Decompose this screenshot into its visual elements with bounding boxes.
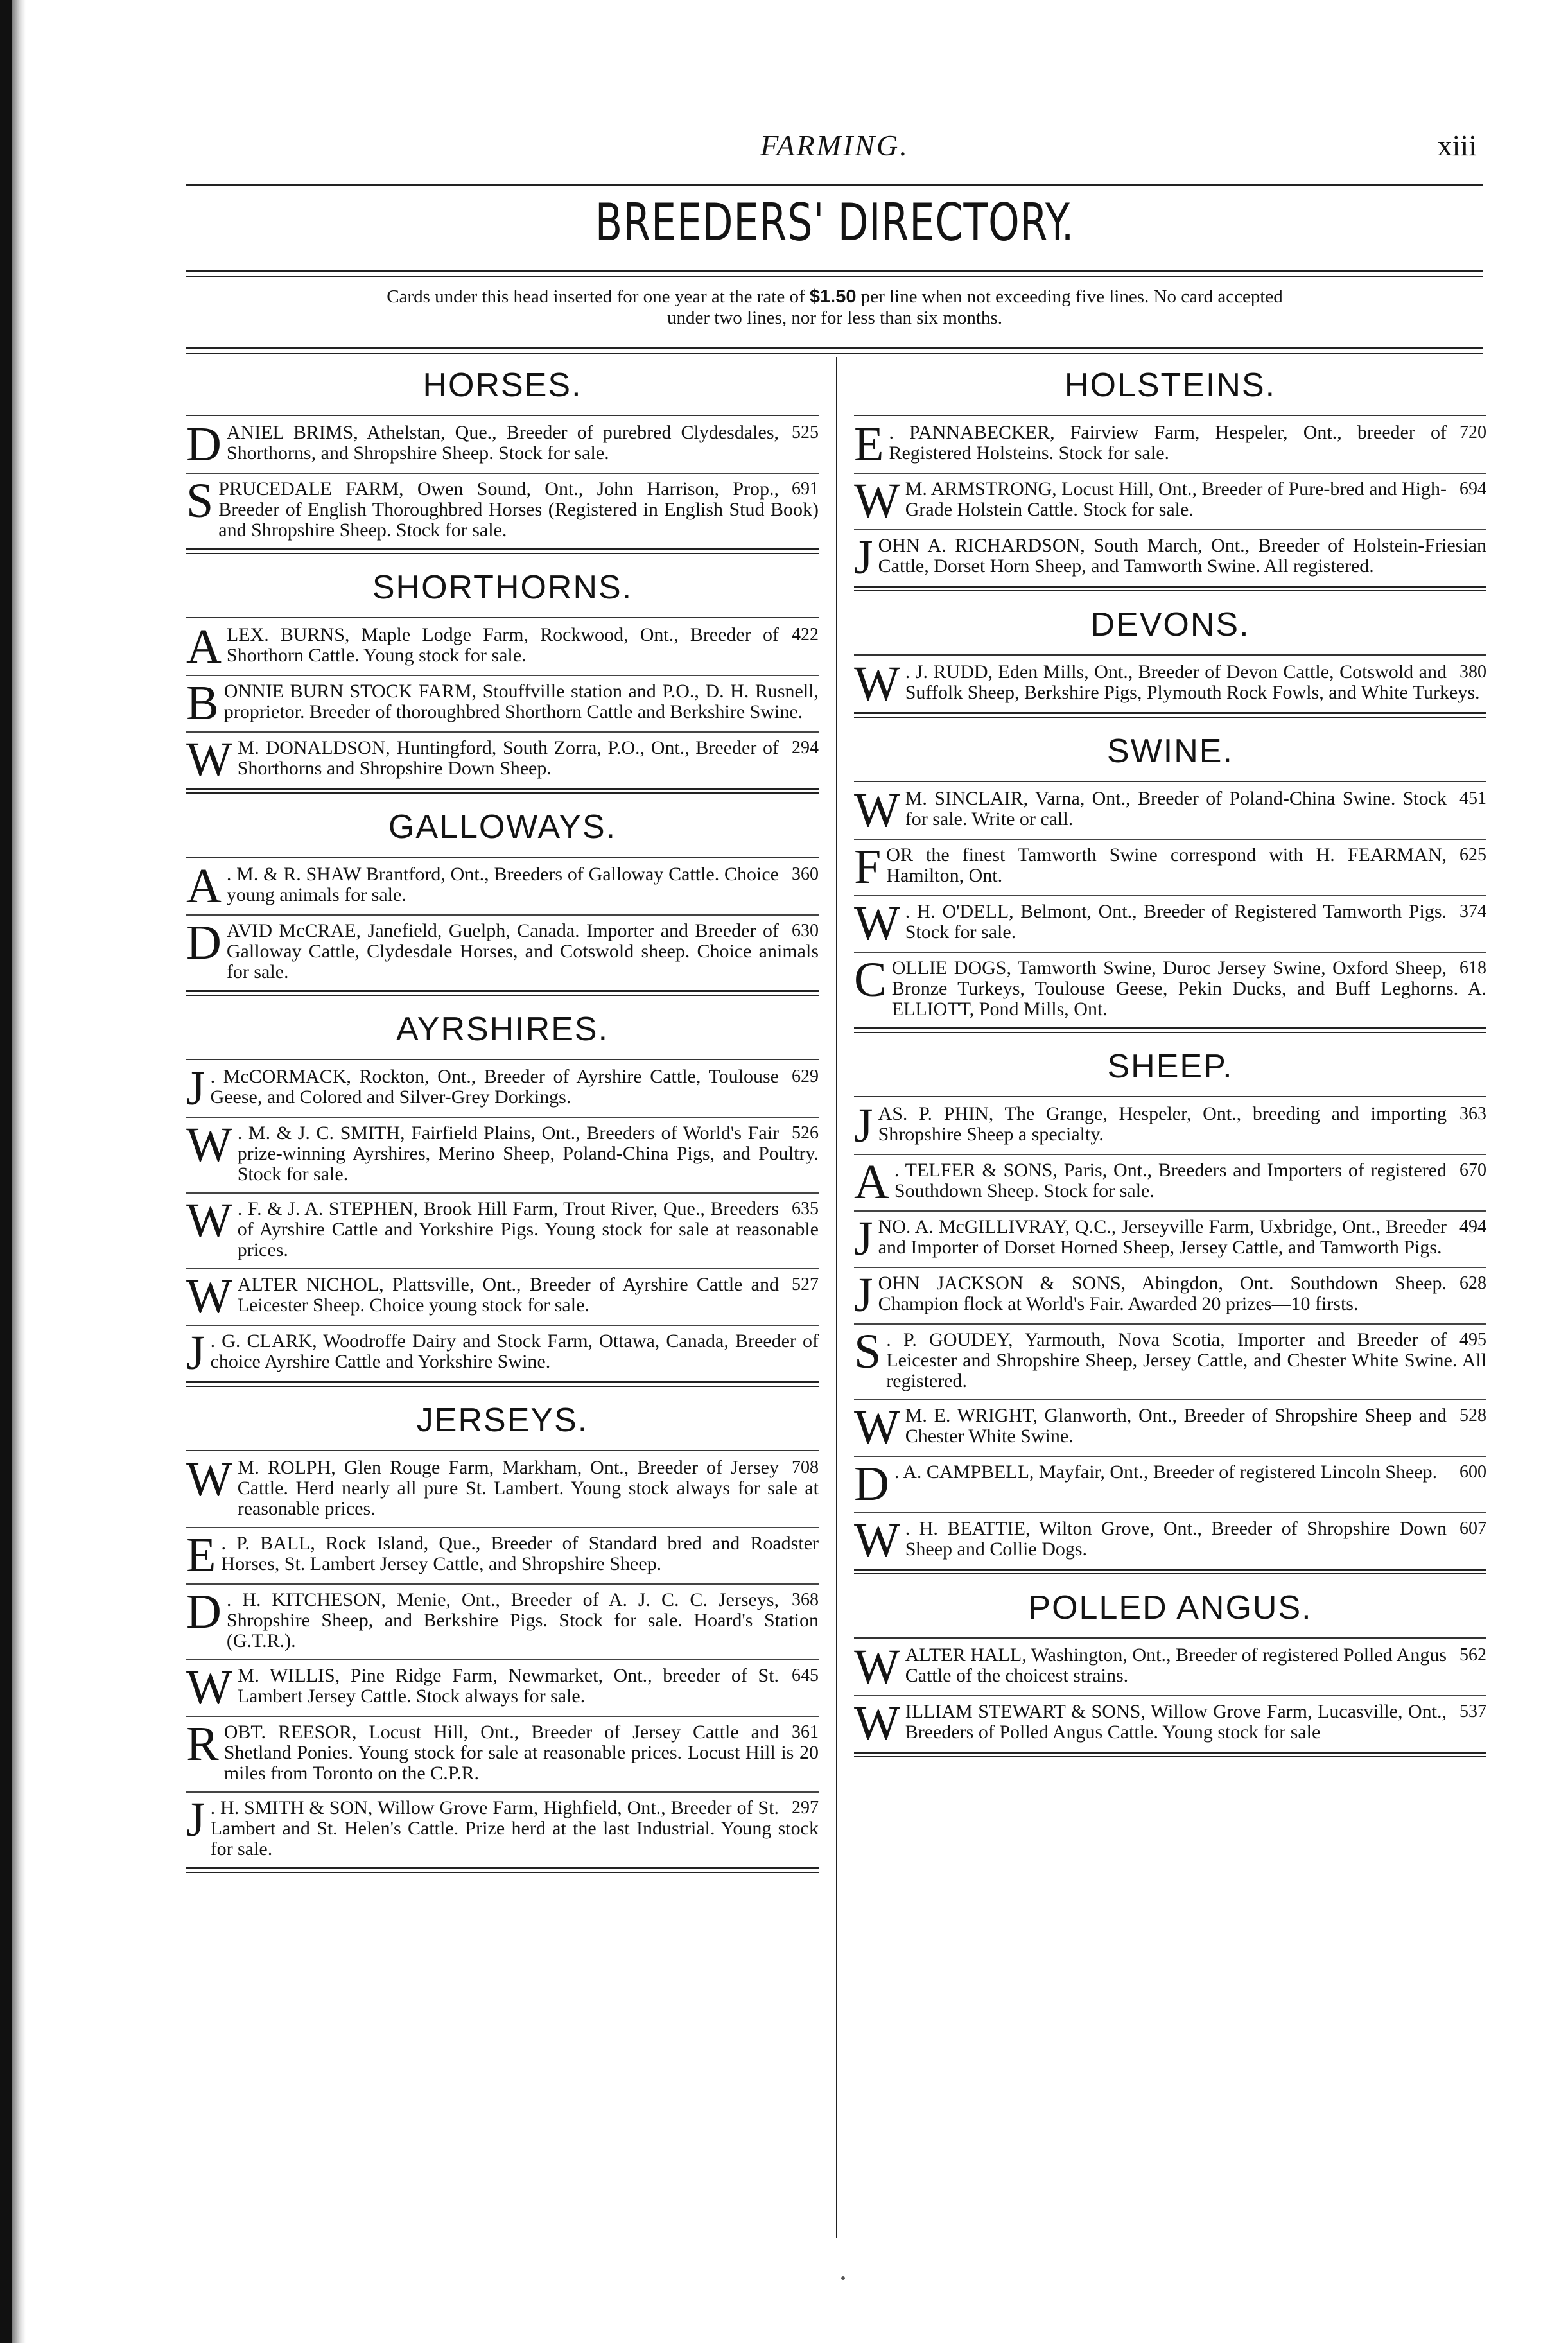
entry-number: 600 xyxy=(1459,1462,1486,1482)
section-rule xyxy=(186,415,819,416)
drop-cap: W xyxy=(854,783,900,837)
left-column xyxy=(186,357,819,1878)
drop-cap: R xyxy=(186,1717,219,1771)
section-title: DEVONS. xyxy=(1090,606,1250,643)
section-end-rule xyxy=(854,1752,1486,1757)
entry-number: 380 xyxy=(1459,662,1486,682)
drop-cap: W xyxy=(854,1696,900,1750)
directory-entry xyxy=(186,620,819,674)
drop-cap: W xyxy=(854,1513,900,1567)
entry-text: PRUCEDALE FARM, Owen Sound, Ont., John Harrison, Prop., Breeder of English Thoroughbred Horses (Registered in English Stud Book) and Shropshire Sheep. Stock for sale. xyxy=(218,478,819,541)
entry-rule xyxy=(854,1512,1486,1513)
directory-entry xyxy=(186,1269,819,1323)
section-galloways xyxy=(186,799,819,996)
drop-cap: W xyxy=(854,474,900,528)
section-jerseys xyxy=(186,1392,819,1873)
drop-cap: J xyxy=(854,1212,873,1266)
drop-cap: W xyxy=(186,1194,232,1248)
entry-text: . PANNABECKER, Fairview Farm, Hespeler, Ont., breeder of Registered Holsteins. Stock for sale. xyxy=(889,422,1447,464)
entry-number: 635 xyxy=(792,1199,819,1219)
drop-cap: W xyxy=(854,1400,900,1454)
entry-rule xyxy=(186,1325,819,1326)
entry-text: LEX. BURNS, Maple Lodge Farm, Rockwood, Ont., Breeder of Shorthorn Cattle. Young stock for sale. xyxy=(226,624,779,666)
entry-text: ANIEL BRIMS, Athelstan, Que., Breeder of purebred Clydesdales, Shorthorns, and Shropshire Sheep. Stock for sale. xyxy=(226,422,779,464)
section-devons xyxy=(854,597,1486,718)
entry-text: . H. KITCHESON, Menie, Ont., Breeder of A. J. C. C. Jerseys, Shropshire Sheep, and Berkshire Pigs. Stock for sale. Hoard's Station (G.T.R.). xyxy=(226,1589,819,1651)
column-divider xyxy=(836,357,837,2238)
section-title: SWINE. xyxy=(1107,733,1233,770)
entry-number: 630 xyxy=(792,921,819,941)
drop-cap: W xyxy=(854,1640,900,1694)
section-title: POLLED ANGUS. xyxy=(1028,1589,1312,1626)
entry-text: OHN JACKSON & SONS, Abingdon, Ont. Southdown Sheep. Champion flock at World's Fair. Awarded 20 prizes—10 firsts. xyxy=(878,1273,1447,1314)
rate-notice-text-a: Cards under this head inserted for one year at the rate of xyxy=(387,286,805,307)
directory-entry xyxy=(854,840,1486,894)
running-head-title: FARMING. xyxy=(760,129,909,162)
entry-text: . H. SMITH & SON, Willow Grove Farm, Highfield, Ont., Breeder of St. Lambert and St. Helen's Cattle. Prize herd at the last Industrial. Young stock for sale. xyxy=(210,1797,819,1860)
entry-number: 297 xyxy=(792,1798,819,1818)
entry-rule xyxy=(854,1456,1486,1457)
directory-entry xyxy=(854,657,1486,711)
entry-text: . TELFER & SONS, Paris, Ont., Breeders and Importers of registered Southdown Sheep. Stock for sale. xyxy=(894,1160,1447,1201)
drop-cap: J xyxy=(186,1061,205,1115)
entry-number: 422 xyxy=(792,625,819,645)
entry-rule xyxy=(854,839,1486,840)
directory-entry xyxy=(186,733,819,787)
section-title: SHEEP. xyxy=(1107,1048,1233,1085)
section-horses xyxy=(186,357,819,554)
directory-entry xyxy=(186,916,819,984)
section-title: JERSEYS. xyxy=(416,1402,589,1439)
entry-text: OBT. REESOR, Locust Hill, Ont., Breeder of Jersey Cattle and Shetland Ponies. Young stock for sale at reasonable prices. Locust Hill is 20 miles from Toronto on the C.P.R. xyxy=(223,1721,819,1784)
entry-text: . M. & R. SHAW Brantford, Ont., Breeders of Galloway Cattle. Choice young animals for sale. xyxy=(226,864,779,905)
section-end-rule xyxy=(186,1867,819,1873)
directory-entry xyxy=(186,1660,819,1714)
drop-cap: D xyxy=(186,1585,222,1639)
directory-entry xyxy=(186,1326,819,1380)
directory-entry xyxy=(854,1099,1486,1153)
entry-rule xyxy=(854,1210,1486,1212)
rate-notice-line-2: under two lines, nor for less than six months. xyxy=(667,308,1002,328)
section-end-rule xyxy=(186,990,819,996)
entry-rule xyxy=(854,1323,1486,1325)
drop-cap: F xyxy=(854,840,882,894)
entry-number: 363 xyxy=(1459,1104,1486,1124)
entry-text: ONNIE BURN STOCK FARM, Stouffville station and P.O., D. H. Rusnell, proprietor. Breeder of thoroughbred Shorthorn Cattle and Berkshire Swine. xyxy=(223,681,819,722)
drop-cap: J xyxy=(854,1268,873,1322)
section-title: AYRSHIRES. xyxy=(396,1011,609,1048)
section-rule xyxy=(854,415,1486,416)
directory-entry xyxy=(854,783,1486,837)
entry-rule xyxy=(854,1267,1486,1268)
entry-text: . A. CAMPBELL, Mayfair, Ont., Breeder of registered Lincoln Sheep. xyxy=(894,1461,1438,1483)
directory-entry xyxy=(854,1155,1486,1209)
directory-entry xyxy=(854,1640,1486,1694)
entry-rule xyxy=(186,1117,819,1118)
drop-cap: A xyxy=(186,620,222,674)
directory-entry xyxy=(854,1696,1486,1750)
section-rule xyxy=(854,654,1486,656)
section-end-rule xyxy=(854,1027,1486,1033)
section-title: GALLOWAYS. xyxy=(388,808,617,846)
directory-entry xyxy=(854,1268,1486,1322)
section-rule xyxy=(186,617,819,618)
entry-number: 645 xyxy=(792,1666,819,1685)
entry-number: 294 xyxy=(792,738,819,758)
drop-cap: D xyxy=(854,1457,889,1511)
title-rule-lower xyxy=(186,276,1483,277)
entry-text: M. ARMSTRONG, Locust Hill, Ont., Breeder of Pure-bred and High-Grade Holstein Cattle. Stock for sale. xyxy=(905,478,1447,520)
entry-number: 629 xyxy=(792,1067,819,1086)
section-polled-angus xyxy=(854,1580,1486,1757)
entry-number: 360 xyxy=(792,864,819,884)
entry-rule xyxy=(854,1399,1486,1400)
section-end-rule xyxy=(186,788,819,794)
section-holsteins xyxy=(854,357,1486,591)
entry-text: AS. P. PHIN, The Grange, Hespeler, Ont., breeding and importing Shropshire Sheep a specialty. xyxy=(878,1103,1447,1145)
entry-text: OR the finest Tamworth Swine correspond with H. FEARMAN, Hamilton, Ont. xyxy=(886,844,1447,886)
drop-cap: J xyxy=(186,1326,205,1380)
entry-text: M. ROLPH, Glen Rouge Farm, Markham, Ont., Breeder of Jersey Cattle. Herd nearly all pure St. Lambert. Young stock always for sale at reasonable prices. xyxy=(237,1457,819,1519)
entry-text: M. SINCLAIR, Varna, Ont., Breeder of Poland-China Swine. Stock for sale. Write or call. xyxy=(905,788,1447,830)
directory-entry xyxy=(186,1717,819,1785)
entry-rule xyxy=(186,1268,819,1269)
drop-cap: J xyxy=(854,530,873,584)
entry-rule xyxy=(854,1695,1486,1696)
entry-number: 708 xyxy=(792,1458,819,1477)
entry-number: 625 xyxy=(1459,845,1486,865)
drop-cap: D xyxy=(186,916,222,970)
entry-rule xyxy=(854,952,1486,953)
drop-cap: W xyxy=(186,1452,232,1506)
entry-rule xyxy=(186,473,819,474)
directory-entry xyxy=(854,417,1486,471)
entry-rule xyxy=(186,731,819,733)
section-sheep xyxy=(854,1038,1486,1574)
section-rule xyxy=(186,1450,819,1451)
drop-cap: E xyxy=(186,1528,216,1582)
section-swine xyxy=(854,723,1486,1033)
entry-rule xyxy=(186,675,819,676)
entry-rule xyxy=(854,473,1486,474)
entry-text: ALTER HALL, Washington, Ont., Breeder of registered Polled Angus Cattle of the choicest strains. xyxy=(905,1644,1447,1686)
directory-entry xyxy=(186,474,819,542)
entry-text: . G. CLARK, Woodroffe Dairy and Stock Farm, Ottawa, Canada, Breeder of choice Ayrshire Cattle and Yorkshire Swine. xyxy=(210,1330,819,1372)
entry-text: . M. & J. C. SMITH, Fairfield Plains, Ont., Breeders of World's Fair prize-winning Ayrshires, Merino Sheep, Poland-China Pigs, and Poultry. Stock for sale. xyxy=(237,1122,819,1185)
entry-text: ILLIAM STEWART & SONS, Willow Grove Farm, Lucasville, Ont., Breeders of Polled Angus Cattle. Young stock for sale xyxy=(905,1701,1447,1743)
drop-cap: W xyxy=(186,1118,232,1172)
section-title: HOLSTEINS. xyxy=(1064,367,1276,404)
directory-entry xyxy=(854,1513,1486,1567)
entry-number: 361 xyxy=(792,1722,819,1742)
directory-entry xyxy=(854,530,1486,584)
directory-entry xyxy=(186,417,819,471)
entry-rule xyxy=(186,914,819,916)
drop-cap: D xyxy=(186,417,222,471)
section-rule xyxy=(854,1096,1486,1097)
entry-text: OLLIE DOGS, Tamworth Swine, Duroc Jersey Swine, Oxford Sheep, Bronze Turkeys, Toulouse Geese, Pekin Ducks, and Buff Leghorns. A. ELLIOTT, Pond Mills, Ont. xyxy=(891,957,1486,1020)
entry-number: 374 xyxy=(1459,901,1486,921)
entry-text: OHN A. RICHARDSON, South March, Ont., Breeder of Holstein-Friesian Cattle, Dorset Horn Sheep, and Tamworth Swine. All registered. xyxy=(878,535,1486,577)
drop-cap: W xyxy=(186,1660,232,1714)
entry-number: 720 xyxy=(1459,422,1486,442)
directory-entry xyxy=(186,1194,819,1262)
drop-cap: W xyxy=(854,657,900,711)
drop-cap: E xyxy=(854,417,884,471)
directory-entry xyxy=(854,1325,1486,1393)
section-rule xyxy=(854,781,1486,782)
drop-cap: C xyxy=(854,953,887,1007)
entry-text: . F. & J. A. STEPHEN, Brook Hill Farm, Trout River, Que., Breeders of Ayrshire Cattle and Yorkshire Pigs. Young stock for sale at reasonable prices. xyxy=(237,1198,819,1260)
directory-entry xyxy=(186,1528,819,1582)
drop-cap: J xyxy=(854,1099,873,1153)
entry-rule xyxy=(186,1791,819,1793)
section-shorthorns xyxy=(186,559,819,794)
rate-notice xyxy=(186,286,1483,329)
entry-number: 528 xyxy=(1459,1406,1486,1425)
drop-cap: S xyxy=(854,1325,882,1379)
entry-rule xyxy=(186,1527,819,1528)
section-end-rule xyxy=(854,712,1486,718)
entry-number: 562 xyxy=(1459,1645,1486,1665)
directory-entry xyxy=(186,676,819,730)
section-rule xyxy=(186,1059,819,1060)
directory-entry xyxy=(186,1585,819,1653)
section-end-rule xyxy=(854,586,1486,591)
drop-cap: W xyxy=(854,896,900,950)
directory-entry xyxy=(186,1452,819,1520)
entry-rule xyxy=(854,529,1486,530)
entry-text: M. DONALDSON, Huntingford, South Zorra, P.O., Ont., Breeder of Shorthorns and Shropshire Down Sheep. xyxy=(237,737,779,779)
directory-entry xyxy=(186,1118,819,1186)
entry-number: 694 xyxy=(1459,479,1486,499)
page-number: xiii xyxy=(1437,129,1477,162)
directory-entry xyxy=(186,1061,819,1115)
directory-entry xyxy=(854,1457,1486,1511)
directory-entry xyxy=(186,1793,819,1861)
entry-number: 451 xyxy=(1459,788,1486,808)
entry-text: . McCORMACK, Rockton, Ont., Breeder of Ayrshire Cattle, Toulouse Geese, and Colored and Silver-Grey Dorkings. xyxy=(210,1066,779,1108)
entry-text: M. E. WRIGHT, Glanworth, Ont., Breeder of Shropshire Sheep and Chester White Swine. xyxy=(905,1405,1447,1447)
directory-entry xyxy=(854,1212,1486,1266)
entry-rule xyxy=(186,1192,819,1194)
notice-rule-lower xyxy=(186,353,1483,354)
entry-text: . H. BEATTIE, Wilton Grove, Ont., Breeder of Shropshire Down Sheep and Collie Dogs. xyxy=(905,1518,1447,1560)
entry-number: 691 xyxy=(792,479,819,499)
footer-mark xyxy=(841,2276,845,2280)
directory-entry xyxy=(854,953,1486,1021)
title-rule-upper xyxy=(186,270,1483,272)
drop-cap: A xyxy=(854,1155,889,1209)
entry-number: 494 xyxy=(1459,1217,1486,1237)
page-title: BREEDERS' DIRECTORY. xyxy=(595,193,1075,252)
section-ayrshires xyxy=(186,1001,819,1387)
entry-text: . H. O'DELL, Belmont, Ont., Breeder of Registered Tamworth Pigs. Stock for sale. xyxy=(905,901,1447,943)
entry-number: 607 xyxy=(1459,1519,1486,1538)
entry-number: 537 xyxy=(1459,1702,1486,1721)
drop-cap: W xyxy=(186,1269,232,1323)
entry-rule xyxy=(186,1659,819,1660)
drop-cap: B xyxy=(186,676,219,730)
entry-number: 628 xyxy=(1459,1273,1486,1293)
entry-rule xyxy=(186,1583,819,1585)
drop-cap: A xyxy=(186,859,222,913)
rate-notice-line-1 xyxy=(186,286,1483,308)
directory-entry xyxy=(854,1400,1486,1454)
entry-number: 670 xyxy=(1459,1160,1486,1180)
entry-rule xyxy=(854,1154,1486,1155)
section-title: HORSES. xyxy=(422,367,582,404)
top-rule xyxy=(186,184,1483,186)
notice-rule-upper xyxy=(186,347,1483,349)
entry-text: . J. RUDD, Eden Mills, Ont., Breeder of Devon Cattle, Cotswold and Suffolk Sheep, Berkshire Pigs, Plymouth Rock Fowls, and White Turkeys. xyxy=(905,661,1480,703)
entry-number: 618 xyxy=(1459,958,1486,978)
directory-entry xyxy=(854,896,1486,950)
rate-notice-text-b: per line when not exceeding five lines. No card accepted xyxy=(860,286,1283,307)
running-head xyxy=(186,128,1483,173)
entry-number: 527 xyxy=(792,1275,819,1294)
directory-page xyxy=(186,0,1486,2343)
section-end-rule xyxy=(186,548,819,554)
drop-cap: W xyxy=(186,733,232,787)
entry-number: 495 xyxy=(1459,1330,1486,1350)
entry-text: . P. BALL, Rock Island, Que., Breeder of Standard bred and Roadster Horses, St. Lambert Jersey Cattle, and Shropshire Sheep. xyxy=(221,1533,819,1574)
section-rule xyxy=(186,857,819,858)
drop-cap: S xyxy=(186,474,214,528)
directory-entry xyxy=(854,474,1486,528)
section-title: SHORTHORNS. xyxy=(372,569,633,606)
entry-text: NO. A. McGILLIVRAY, Q.C., Jerseyville Farm, Uxbridge, Ont., Breeder and Importer of Dorset Horned Sheep, Jersey Cattle, and Tamworth Pigs. xyxy=(878,1216,1447,1258)
book-binding-edge xyxy=(0,0,12,2343)
rate-amount: $1.50 xyxy=(809,286,857,307)
entry-text: M. WILLIS, Pine Ridge Farm, Newmarket, Ont., breeder of St. Lambert Jersey Cattle. Stock always for sale. xyxy=(237,1665,779,1707)
entry-rule xyxy=(186,1716,819,1717)
entry-number: 525 xyxy=(792,422,819,442)
section-rule xyxy=(854,1637,1486,1639)
drop-cap: J xyxy=(186,1793,205,1847)
entry-number: 526 xyxy=(792,1123,819,1143)
entry-text: ALTER NICHOL, Plattsville, Ont., Breeder of Ayrshire Cattle and Leicester Sheep. Choice young stock for sale. xyxy=(237,1274,779,1316)
section-end-rule xyxy=(854,1569,1486,1574)
entry-rule xyxy=(854,895,1486,896)
entry-text: . P. GOUDEY, Yarmouth, Nova Scotia, Importer and Breeder of Leicester and Shropshire Sheep, Jersey Cattle, and Chester White Swine. All registered. xyxy=(886,1329,1486,1391)
directory-entry xyxy=(186,859,819,913)
section-end-rule xyxy=(186,1381,819,1387)
right-column xyxy=(854,357,1486,1763)
entry-number: 368 xyxy=(792,1590,819,1610)
entry-text: AVID McCRAE, Janefield, Guelph, Canada. Importer and Breeder of Galloway Cattle, Clydesdale Horses, and Cotswold sheep. Choice animals for sale. xyxy=(226,920,819,982)
